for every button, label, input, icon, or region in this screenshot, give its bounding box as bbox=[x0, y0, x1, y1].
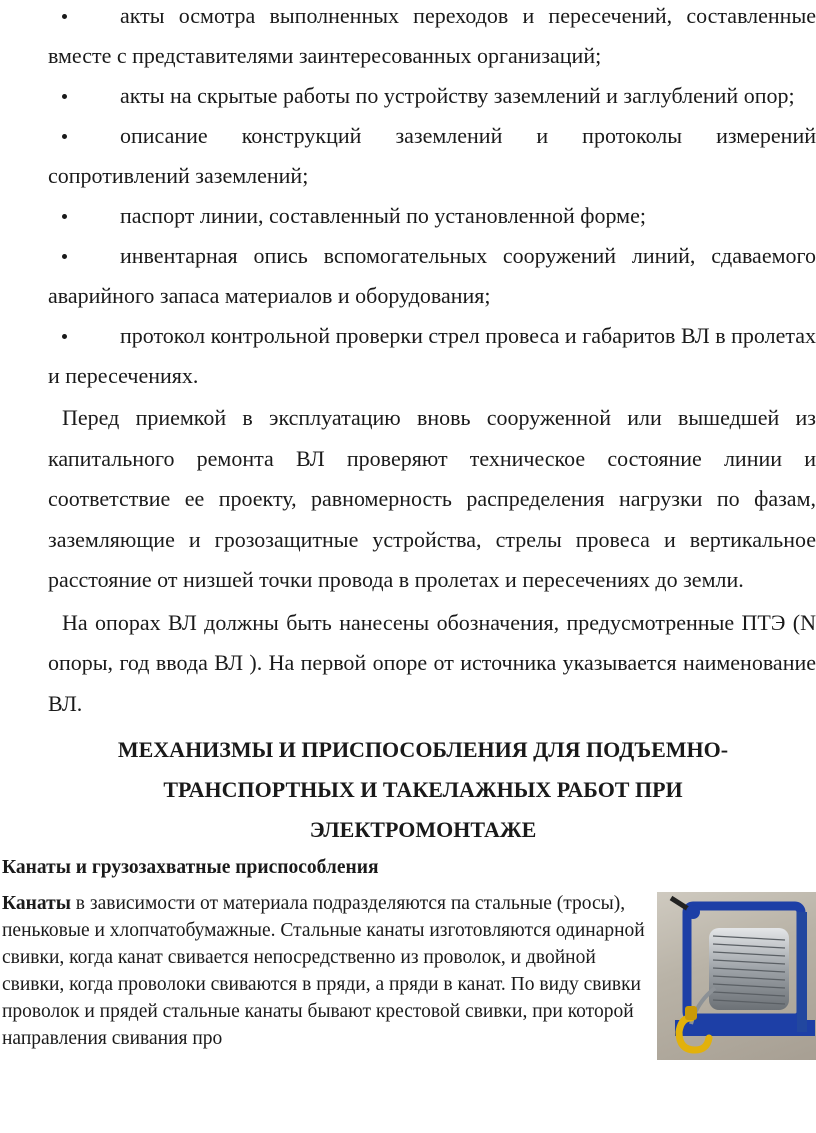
bullet-list bbox=[0, 0, 816, 396]
subheading: Канаты и грузозахватные приспособления bbox=[2, 857, 379, 878]
ropes-paragraph: Канаты в зависимости от материала подразделяются па стальные (тросы), пеньковые и хлопчатобумажные. Стальные канаты изготовляются одинарной свивки, когда канат свивается непосредственно из проволок, и двойной свивки, когда проволоки свиваются в пряди, а пряди в канат. По виду свивки проволок и прядей стальные канаты бывают крестовой свивки, при которой направления свивания про bbox=[2, 893, 645, 1049]
bullet-icon bbox=[62, 94, 67, 99]
winch-icon bbox=[657, 892, 816, 1060]
bullet-icon bbox=[62, 334, 67, 339]
section-heading: МЕХАНИЗМЫ И ПРИСПОСОБЛЕНИЯ ДЛЯ ПОДЪЕМНО- ТРАНСПОРТНЫХ И ТАКЕЛАЖНЫХ РАБОТ ПРИ ЭЛЕКТРОМОНТАЖЕ bbox=[117, 737, 729, 842]
bullet-icon bbox=[62, 214, 67, 219]
cable-winch-photo bbox=[657, 892, 816, 1060]
ropes-section bbox=[0, 890, 816, 1052]
bullet-icon bbox=[62, 254, 67, 259]
bullet-icon bbox=[62, 14, 67, 19]
list-item: акты на скрытые работы по устройству заземлений и заглублений опор; bbox=[48, 76, 816, 116]
bullet-icon bbox=[62, 134, 67, 139]
list-item: акты осмотра выполненных переходов и пересечений, составленные вместе с представителями заинтересованных организаций; bbox=[48, 3, 816, 68]
ropes-term: Канаты bbox=[2, 893, 71, 914]
list-item: инвентарная опись вспомогательных сооружений линий, сдаваемого аварийного запаса материалов и оборудования; bbox=[48, 243, 816, 308]
list-item: описание конструкций заземлений и протоколы измерений сопротивлений заземлений; bbox=[48, 123, 816, 188]
paragraph-inspection: Перед приемкой в эксплуатацию вновь сооруженной или вышедшей из капитального ремонта ВЛ проверяют техническое состояние линии и соответствие ее проекту, равномерность распределения нагрузки по фазам, заземляющие и грозозащитные устройства, стрелы провеса и вертикальное расстояние от низшей точки провода в пролетах и пересечениях до земли. bbox=[48, 405, 816, 592]
list-item: протокол контрольной проверки стрел провеса и габаритов ВЛ в пролетах и пересечениях. bbox=[48, 323, 816, 388]
paragraph-markings: На опорах ВЛ должны быть нанесены обозначения, предусмотренные ПТЭ (N опоры, год ввода ВЛ ). На первой опоре от источника указывается наименование ВЛ. bbox=[48, 609, 816, 716]
list-item: паспорт линии, составленный по установленной форме; bbox=[48, 196, 816, 236]
